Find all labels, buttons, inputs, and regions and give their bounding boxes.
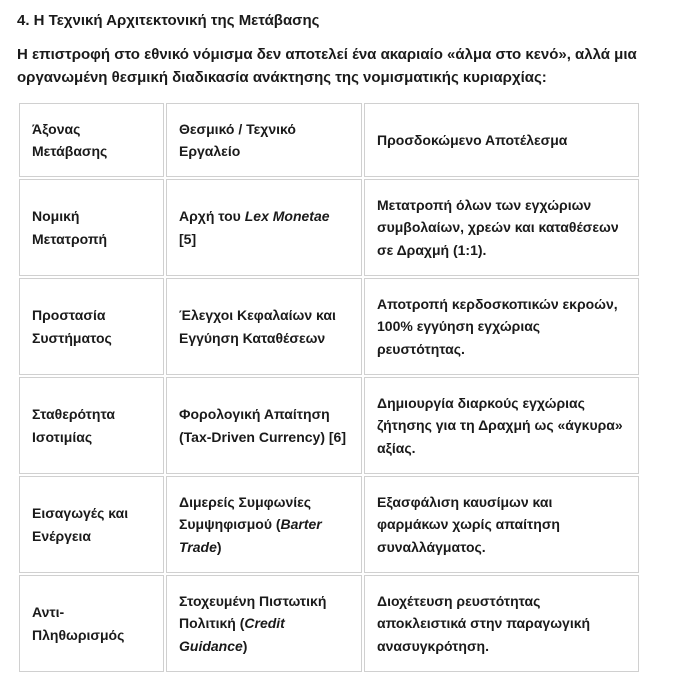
header-cell-tool: Θεσμικό / Τεχνικό Εργαλείο	[166, 103, 362, 177]
table-row	[19, 278, 639, 375]
table-row	[19, 179, 639, 276]
tool-text: )	[216, 538, 222, 555]
table-header-row	[19, 103, 639, 177]
tool-text: Στοχευμένη Πιστωτική Πολιτική (	[179, 592, 327, 632]
cell-result: Διοχέτευση ρευστότητας αποκλειστικά στην παραγωγική ανασυγκρότηση.	[364, 575, 639, 672]
table-row	[19, 575, 639, 672]
table-row	[19, 377, 639, 474]
header-cell-result: Προσδοκώμενο Αποτέλεσμα	[364, 103, 639, 177]
tool-text: Έλεγχοι Κεφαλαίων και Εγγύηση Καταθέσεων	[179, 307, 336, 346]
tool-text: Διμερείς Συμφωνίες Συμψηφισμού (	[179, 493, 312, 533]
section-heading: 4. Η Τεχνική Αρχιτεκτονική της Μετάβασης	[17, 12, 320, 29]
intro-paragraph: Η επιστροφή στο εθνικό νόμισμα δεν αποτελεί ένα ακαριαίο «άλμα στο κενό», αλλά μια οργανωμένη θεσμική διαδικασία ανάκτησης της νομισματικής κυριαρχίας:	[17, 46, 637, 86]
tool-text: Αρχή του	[179, 208, 245, 224]
tool-text-italic: Lex Monetae	[244, 208, 330, 224]
cell-tool	[166, 476, 362, 573]
cell-result: Δημιουργία διαρκούς εγχώριας ζήτησης για τη Δραχμή ως «άγκυρα» αξίας.	[364, 377, 639, 474]
table-row	[19, 476, 639, 573]
header-cell-axis: Άξονας Μετάβασης	[19, 103, 164, 177]
cell-axis: Εισαγωγές και Ενέργεια	[19, 476, 164, 573]
tool-text: Φορολογική Απαίτηση (Tax-Driven Currency) [6]	[179, 406, 347, 445]
cell-result: Μετατροπή όλων των εγχώριων συμβολαίων, χρεών και καταθέσεων σε Δραχμή (1:1).	[364, 179, 639, 276]
tool-text: )	[242, 637, 248, 654]
cell-axis: Προστασία Συστήματος	[19, 278, 164, 375]
tool-text: [5]	[179, 230, 197, 247]
cell-result: Αποτροπή κερδοσκοπικών εκροών, 100% εγγύηση εγχώριας ρευστότητας.	[364, 278, 639, 375]
transition-table	[17, 101, 641, 674]
cell-tool	[166, 575, 362, 672]
cell-axis: Σταθερότητα Ισοτιμίας	[19, 377, 164, 474]
cell-tool	[166, 278, 362, 375]
cell-axis: Αντι-Πληθωρισμός	[19, 575, 164, 672]
tool-text-italic: Barter Trade	[179, 516, 322, 555]
cell-result: Εξασφάλιση καυσίμων και φαρμάκων χωρίς απαίτηση συναλλάγματος.	[364, 476, 639, 573]
cell-tool	[166, 377, 362, 474]
tool-text-italic: Credit Guidance	[179, 615, 285, 654]
cell-axis: Νομική Μετατροπή	[19, 179, 164, 276]
cell-tool	[166, 179, 362, 276]
